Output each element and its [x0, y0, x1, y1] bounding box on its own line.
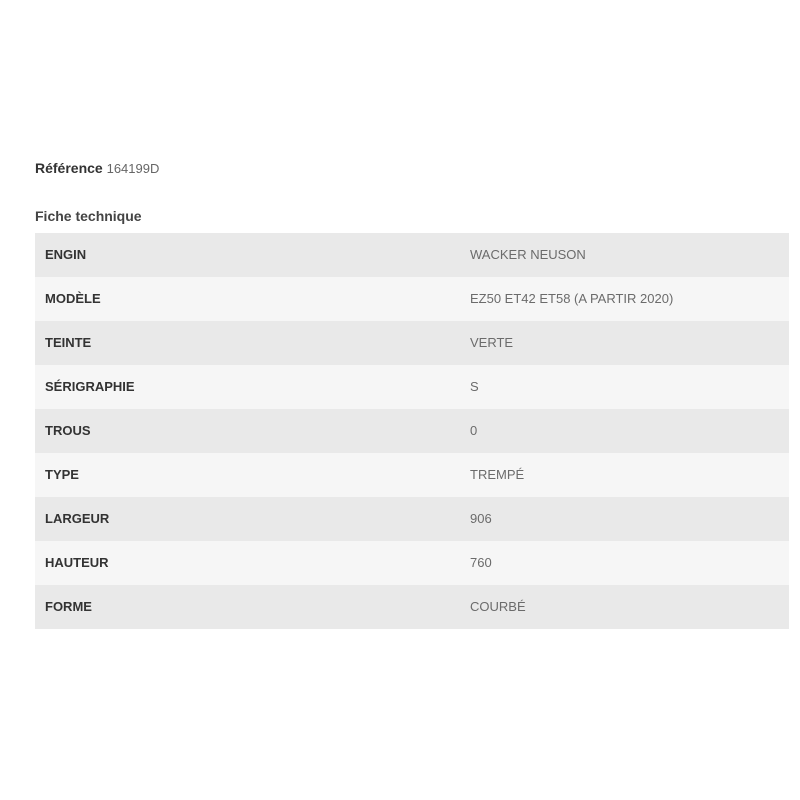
table-row [35, 277, 789, 321]
spec-key: HAUTEUR [45, 555, 109, 570]
spec-key: TEINTE [45, 335, 92, 350]
spec-key: ENGIN [45, 247, 87, 262]
table-row [35, 365, 789, 409]
spec-table [35, 233, 789, 629]
spec-value: S [470, 379, 479, 394]
spec-value: 760 [470, 555, 492, 570]
section-title: Fiche technique [35, 208, 142, 224]
spec-value: VERTE [470, 335, 514, 350]
reference-label: Référence [35, 160, 103, 176]
spec-value: COURBÉ [470, 599, 526, 614]
spec-value: 0 [470, 423, 478, 438]
table-row [35, 233, 789, 277]
spec-key: TROUS [45, 423, 91, 438]
spec-key: SÉRIGRAPHIE [45, 379, 135, 394]
spec-value: WACKER NEUSON [470, 247, 586, 262]
spec-key: FORME [45, 599, 92, 614]
spec-value: EZ50 ET42 ET58 (A PARTIR 2020) [470, 291, 674, 306]
table-row [35, 321, 789, 365]
table-row [35, 409, 789, 453]
product-reference [35, 159, 159, 178]
spec-key: TYPE [45, 467, 79, 482]
table-row [35, 453, 789, 497]
reference-value: 164199D [106, 161, 160, 176]
table-row [35, 585, 789, 629]
table-row [35, 497, 789, 541]
spec-key: MODÈLE [45, 291, 101, 306]
spec-key: LARGEUR [45, 511, 110, 526]
spec-value: 906 [470, 511, 492, 526]
table-row [35, 541, 789, 585]
spec-value: TREMPÉ [470, 467, 525, 482]
